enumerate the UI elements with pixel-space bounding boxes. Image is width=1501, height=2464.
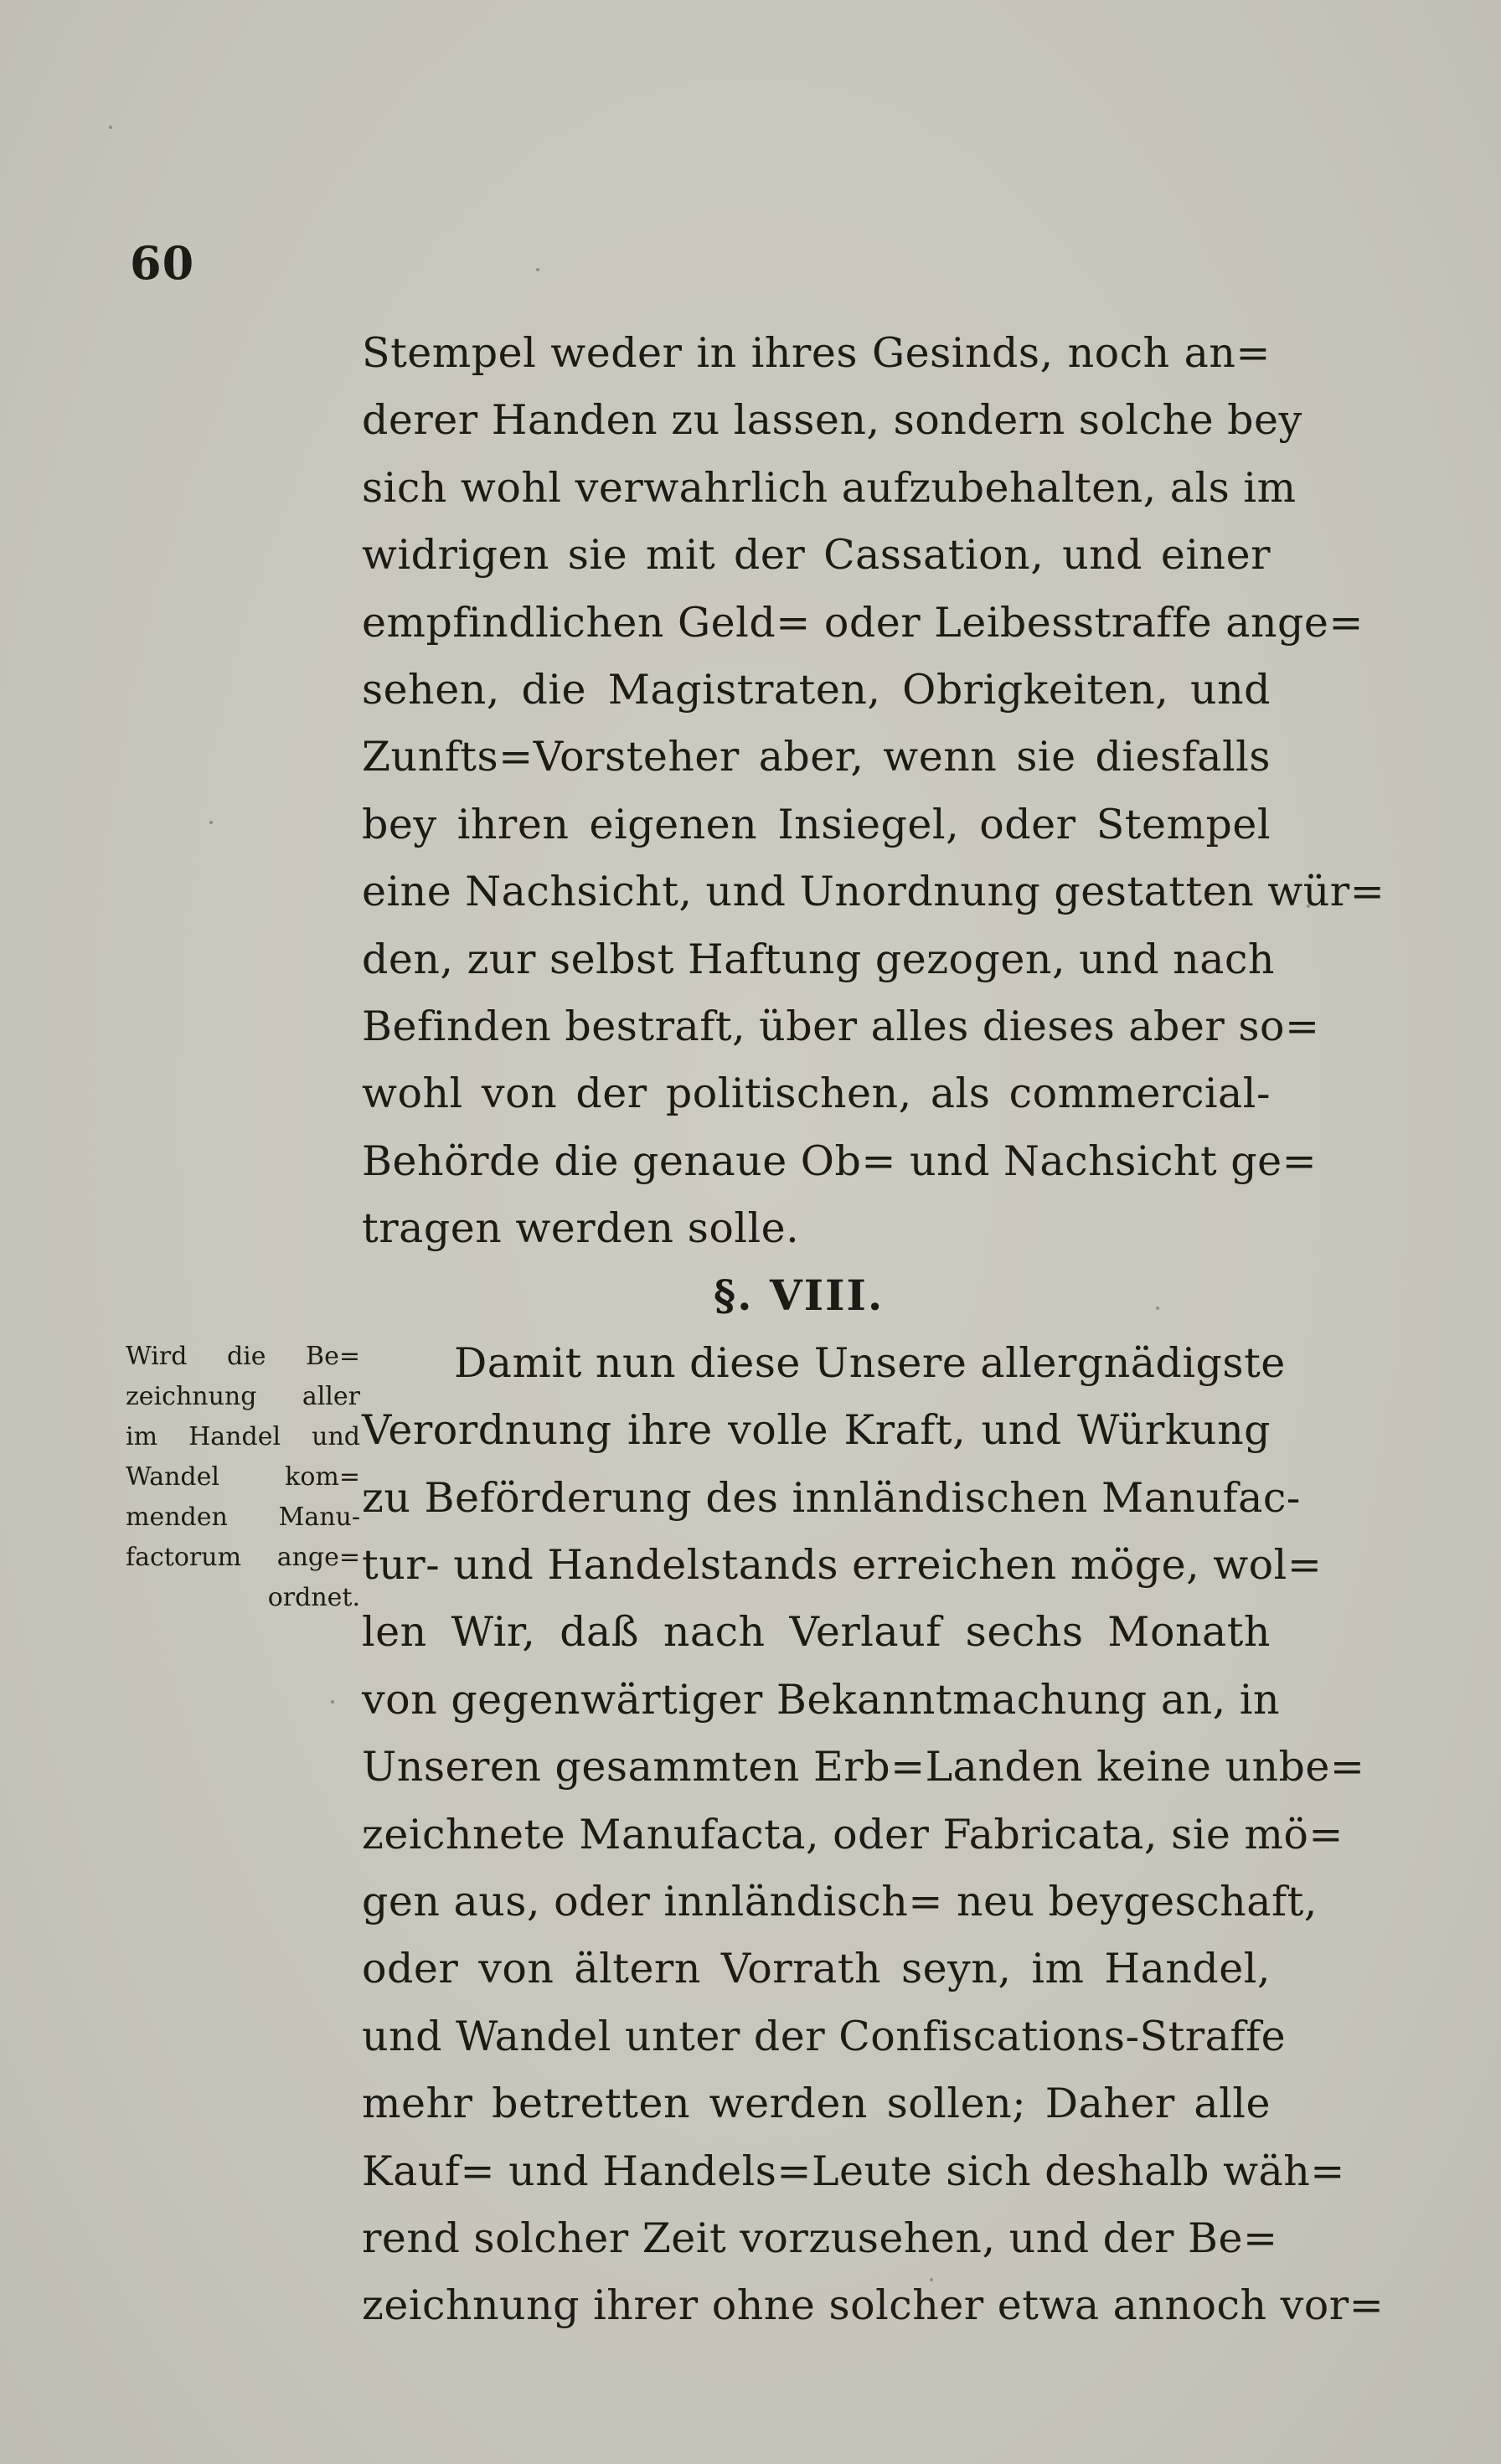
body-text xyxy=(362,320,1385,2340)
paper-speck xyxy=(331,1700,334,1704)
section-line: zu Beförderung des innländischen Manufac- xyxy=(362,1473,1301,1522)
body-line: Stempel weder in ihres Gesinds, noch an= xyxy=(362,329,1271,377)
section-line: zeichnung ihrer ohne solcher etwa annoch vor= xyxy=(362,2281,1385,2330)
body-line: eine Nachsicht, und Unordnung gestatten wür= xyxy=(362,868,1385,916)
body-line: den, zur selbst Haftung gezogen, und nach xyxy=(362,935,1275,983)
page-number: 60 xyxy=(130,236,195,290)
body-line: Befinden bestraft, über alles dieses aber so= xyxy=(362,1002,1320,1050)
section-line: Damit nun diese Unsere allergnädigste xyxy=(454,1338,1286,1387)
marginal-note-line: im Handel und xyxy=(126,1422,360,1451)
section-line: tur- und Handelstands erreichen möge, wol= xyxy=(362,1541,1323,1590)
paper-speck xyxy=(930,2278,933,2281)
marginal-note-line: ordnet. xyxy=(267,1583,360,1612)
marginal-note-line: menden Manu- xyxy=(126,1503,360,1532)
paper-speck xyxy=(1156,1307,1159,1310)
body-line: empfindlichen Geld= oder Leibesstraffe ange= xyxy=(362,598,1364,647)
section-line: mehr betretten werden sollen; Daher alle xyxy=(362,2080,1271,2128)
marginal-note-line: zeichnung aller xyxy=(126,1382,360,1411)
section-line: Verordnung ihre volle Kraft, und Würkung xyxy=(362,1406,1271,1455)
body-line: widrigen sie mit der Cassation, und einer xyxy=(362,531,1271,580)
marginal-note-line: Wird die Be= xyxy=(126,1342,360,1371)
marginal-note xyxy=(126,1337,360,1618)
section-line: gen aus, oder innländisch= neu beygeschaft, xyxy=(362,1877,1318,1925)
body-line: sich wohl verwahrlich aufzubehalten, als im xyxy=(362,463,1297,512)
paper-speck xyxy=(536,268,539,271)
marginal-note-line: Wandel kom= xyxy=(126,1462,360,1492)
section-line: zeichnete Manufacta, oder Fabricata, sie mö= xyxy=(362,1810,1344,1858)
paper-speck xyxy=(209,821,213,824)
body-line: sehen, die Magistraten, Obrigkeiten, und xyxy=(362,665,1271,714)
paper-speck xyxy=(1307,905,1310,908)
section-heading: §. VIII. xyxy=(714,1271,885,1321)
body-line: wohl von der politischen, als commercial- xyxy=(362,1070,1271,1118)
section-line: Kauf= und Handels=Leute sich deshalb wäh= xyxy=(362,2147,1345,2195)
section-line: von gegenwärtiger Bekanntmachung an, in xyxy=(362,1675,1281,1724)
body-line: derer Handen zu lassen, sondern solche bey xyxy=(362,396,1302,445)
body-line: bey ihren eigenen Insiegel, oder Stempel xyxy=(362,800,1271,848)
section-line: rend solcher Zeit vorzusehen, und der Be= xyxy=(362,2214,1278,2262)
body-line: Behörde die genaue Ob= und Nachsicht ge= xyxy=(362,1137,1318,1185)
section-line: und Wandel unter der Confiscations-Straffe xyxy=(362,2012,1287,2060)
section-line: len Wir, daß nach Verlauf sechs Monath xyxy=(362,1608,1271,1657)
body-line: Zunfts=Vorsteher aber, wenn sie diesfalls xyxy=(362,733,1271,781)
paper-speck xyxy=(109,126,112,129)
body-line: tragen werden solle. xyxy=(362,1204,800,1253)
section-line: oder von ältern Vorrath seyn, im Handel, xyxy=(362,1945,1271,1993)
section-line: Unseren gesammten Erb=Landen keine unbe= xyxy=(362,1743,1365,1791)
marginal-note-line: factorum ange= xyxy=(126,1543,360,1572)
